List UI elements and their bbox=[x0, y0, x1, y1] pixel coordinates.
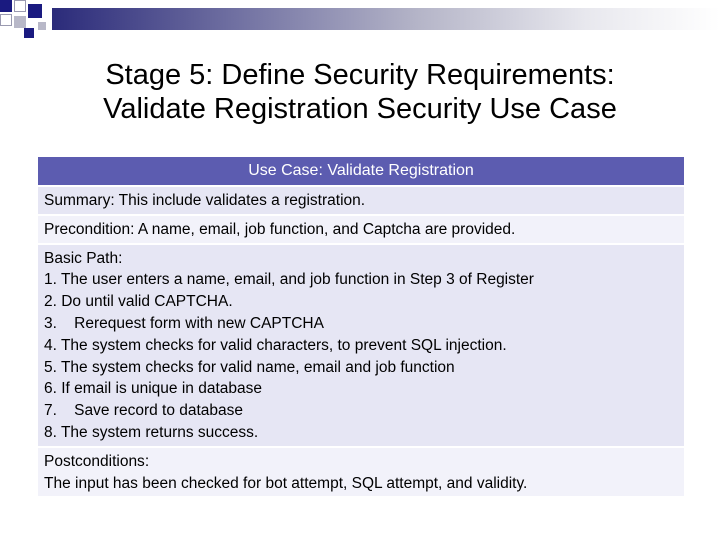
basic-path-row bbox=[38, 245, 684, 448]
basic-path-step: 3. Rerequest form with new CAPTCHA bbox=[44, 314, 324, 332]
basic-path-cell bbox=[38, 245, 684, 448]
summary-row bbox=[38, 187, 684, 216]
summary-cell bbox=[38, 187, 684, 216]
basic-path-step: 4. The system checks for valid characters, to prevent SQL injection. bbox=[44, 336, 507, 354]
precondition-cell bbox=[38, 216, 684, 245]
precondition-text: : A name, email, job function, and Captcha are provided. bbox=[130, 220, 516, 238]
deco-square bbox=[24, 28, 34, 38]
basic-path-step: 8. The system returns success. bbox=[44, 423, 259, 441]
deco-square bbox=[14, 0, 26, 12]
basic-path-step: 5. The system checks for valid name, email and job function bbox=[44, 358, 455, 376]
postconditions-colon: : bbox=[144, 452, 150, 470]
use-case-table bbox=[38, 157, 684, 498]
slide-title-line-1: Stage 5: Define Security Requirements: bbox=[105, 59, 615, 91]
precondition-label: Precondition bbox=[44, 220, 131, 238]
postconditions-text: The input has been checked for bot attempt, SQL attempt, and validity. bbox=[44, 474, 528, 492]
basic-path-step: 6. If email is unique in database bbox=[44, 380, 262, 398]
postconditions-label: Postconditions bbox=[44, 452, 145, 470]
postconditions-cell bbox=[38, 448, 684, 499]
basic-path-step: 7. Save record to database bbox=[44, 402, 244, 420]
top-gradient-bar bbox=[52, 8, 720, 30]
slide-title-line-2: Validate Registration Security Use Case bbox=[103, 93, 617, 125]
summary-label: Summary bbox=[44, 192, 111, 209]
deco-square bbox=[0, 14, 12, 26]
postconditions-row bbox=[38, 448, 684, 499]
deco-square bbox=[28, 4, 42, 18]
deco-square bbox=[14, 16, 26, 28]
summary-text: : This include validates a registration. bbox=[110, 192, 366, 209]
use-case-header: Use Case: Validate Registration bbox=[38, 157, 684, 187]
deco-square bbox=[38, 22, 46, 30]
slide-title bbox=[0, 58, 720, 126]
precondition-row bbox=[38, 216, 684, 245]
basic-path-step: 2. Do until valid CAPTCHA. bbox=[44, 293, 233, 311]
basic-path-colon: : bbox=[118, 249, 123, 267]
basic-path-label: Basic Path bbox=[44, 249, 119, 267]
basic-path-step: 1. The user enters a name, email, and job function in Step 3 of Register bbox=[44, 271, 534, 289]
deco-square bbox=[0, 0, 12, 12]
